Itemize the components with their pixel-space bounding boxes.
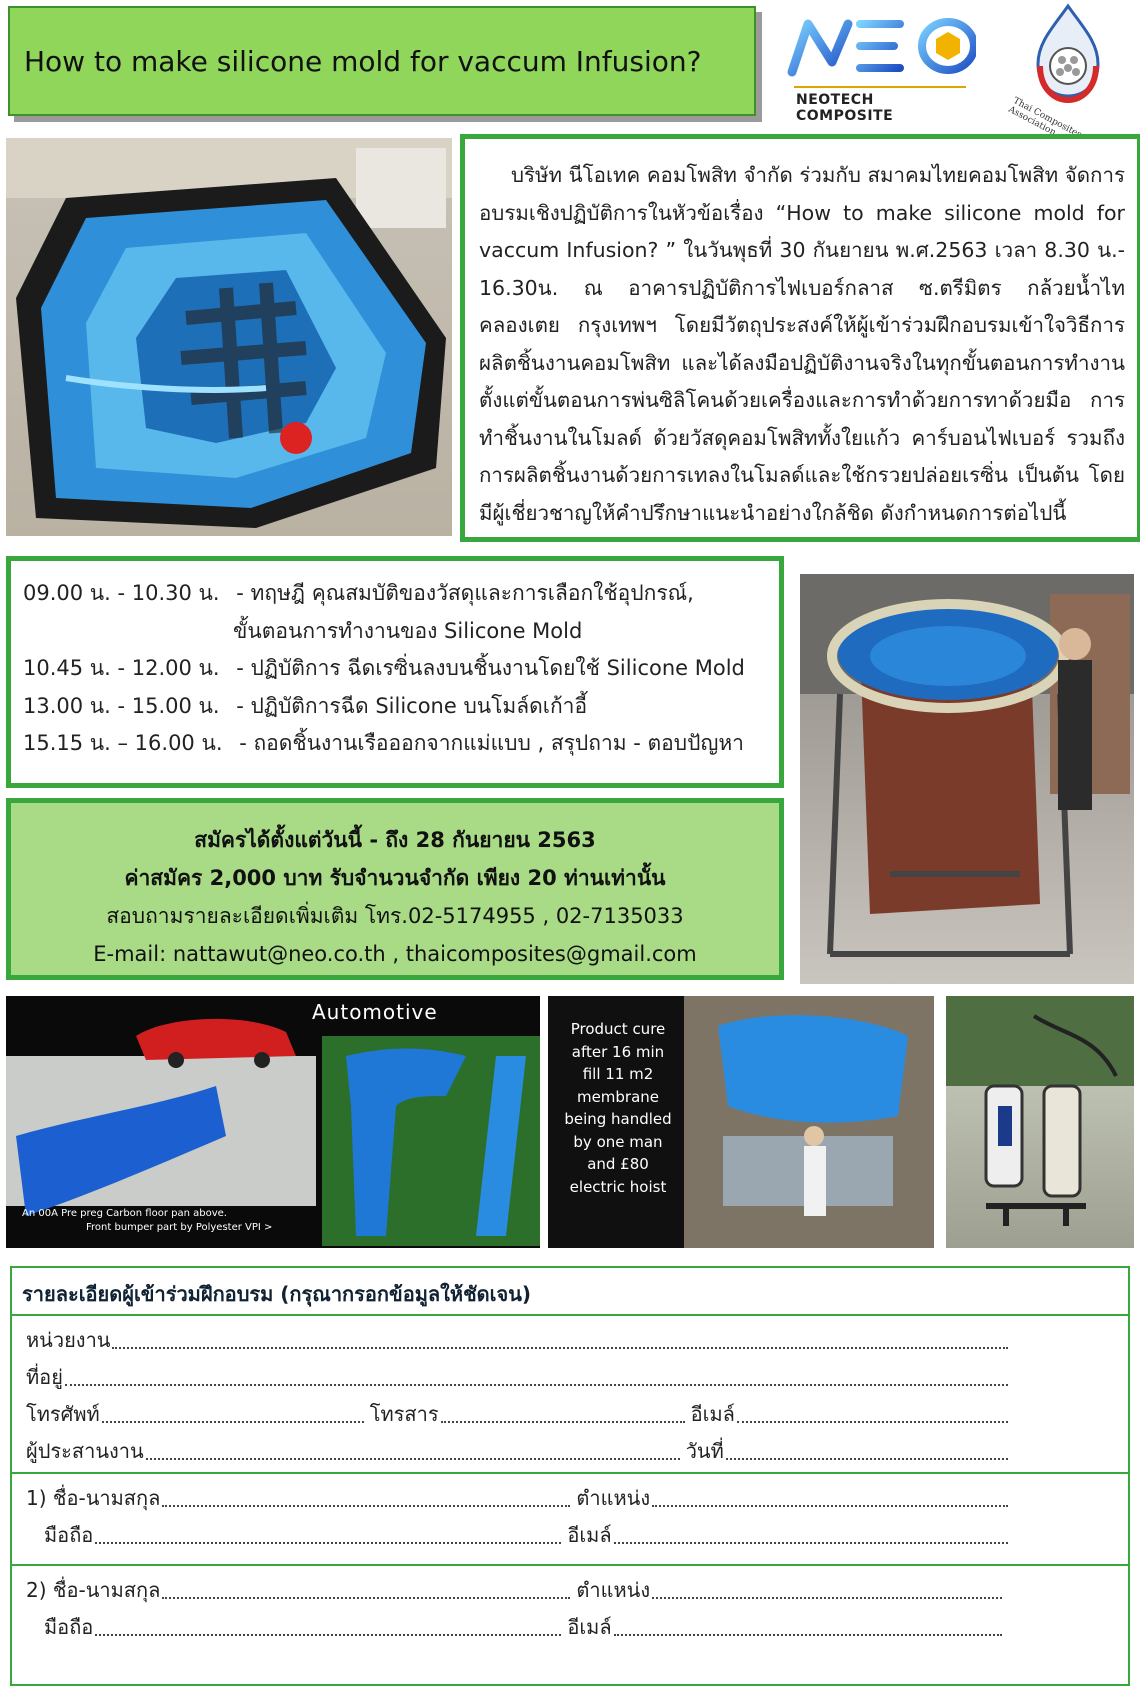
- vessel-mold-illustration: [800, 574, 1134, 984]
- schedule-activity: - ปฏิบัติการฉีด Silicone บนโมล์ดเก้าอี้: [236, 693, 588, 718]
- org-field[interactable]: [112, 1347, 1008, 1349]
- schedule-row: [23, 725, 767, 763]
- phone-label: โทรศัพท์: [26, 1402, 100, 1426]
- schedule-activity: ขั้นตอนการทำงานของ Silicone Mold: [233, 618, 583, 643]
- automotive-caption-1: An 00A Pre preg Carbon floor pan above.: [22, 1208, 227, 1219]
- email-label: อีเมล์: [690, 1402, 735, 1426]
- participant-1-position-label: ตำแหน่ง: [576, 1486, 651, 1510]
- spray-machine-illustration: [946, 996, 1134, 1248]
- participant-2-mobile-field[interactable]: [95, 1634, 561, 1636]
- membrane-caption-line: membrane: [576, 1087, 660, 1106]
- participant-2-position-label: ตำแหน่ง: [576, 1578, 651, 1602]
- form-line: [26, 1517, 1128, 1554]
- automotive-caption-2: Front bumper part by Polyester VPI >: [86, 1222, 273, 1233]
- form-line: [26, 1480, 1128, 1517]
- boat-mold-photo: [6, 138, 452, 536]
- spray-machine-photo: [946, 996, 1134, 1248]
- schedule-time: 10.45 น. - 12.00 น.: [23, 656, 220, 680]
- fax-label: โทรสาร: [369, 1402, 439, 1426]
- neo-logo-rule: [794, 86, 966, 88]
- membrane-caption-line: electric hoist: [569, 1177, 667, 1196]
- participant-1-mobile-field[interactable]: [95, 1542, 561, 1544]
- membrane-caption-line: being handled: [564, 1110, 672, 1128]
- participant-2-position-field[interactable]: [652, 1597, 1002, 1599]
- registration-box: [6, 798, 784, 980]
- membrane-caption-line: after 16 min: [571, 1042, 665, 1061]
- form-line: [26, 1396, 1128, 1433]
- form-line: [26, 1359, 1128, 1396]
- membrane-illustration: [548, 996, 934, 1248]
- participant-1-name-field[interactable]: [162, 1505, 570, 1507]
- participant-1-email-label: อีเมล์: [567, 1523, 612, 1547]
- form-participant-2: [12, 1566, 1128, 1658]
- schedule-activity: - ทฤษฎี คุณสมบัติของวัสดุและการเลือกใช้อุปกรณ์,: [236, 581, 694, 605]
- neo-brand-name: NEOTECH COMPOSITE: [796, 92, 894, 124]
- registration-form: [10, 1266, 1130, 1686]
- form-line: [26, 1609, 1128, 1646]
- intro-text: บริษัท นีโอเทค คอมโพสิท จำกัด ร่วมกับ สมาคมไทยคอมโพสิท จัดการอบรมเชิงปฏิบัติการในหัวข้อเรื่อง “How to make silicone mold for vaccum Infusion? ” ในวันพุธที่ 30 กันยายน พ.ศ.2563 เวลา 8.30 น.- 16.30น. ณ อาคารปฏิบัติการไฟเบอร์กลาส ซ.ตรีมิตร กล้วยน้ำไท คลองเตย กรุงเทพฯ โดยมีวัตถุประสงค์ให้ผู้เข้าร่วมฝึกอบรมเข้าใจวิธีการผลิตชิ้นงานคอมโพสิท และได้ลงมือปฏิบัติงานจริงในทุกขั้นตอนการทำงาน ตั้งแต่ขั้นตอนการพ่นซิลิโคนด้วยเครื่องและการทำด้วยการทาด้วยมือ การทำชิ้นงานในโมลด์ ด้วยวัสดุคอมโพสิททั้งใยแก้ว คาร์บอนไฟเบอร์ รวมถึงการผลิตชิ้นงานด้วยการเทลงในโมลด์และใช้กรวยปล่อยเรซิ่น เป็นต้น โดยมีผู้เชี่ยวชาญให้คำปรึกษาแนะนำอย่างใกล้ชิด ดังกำหนดการต่อไปนี้: [479, 163, 1125, 525]
- form-line: [26, 1322, 1128, 1359]
- title-banner: [8, 6, 756, 116]
- date-label: วันที่: [685, 1439, 724, 1463]
- membrane-caption-line: by one man: [573, 1132, 663, 1151]
- org-label: หน่วยงาน: [26, 1328, 111, 1352]
- registration-email: E-mail: nattawut@neo.co.th , thaicomposites@gmail.com: [93, 942, 697, 966]
- membrane-caption-line: fill 11 m2: [582, 1065, 654, 1083]
- schedule-row-continuation: [23, 613, 767, 651]
- membrane-caption-line: Product cure: [570, 1020, 666, 1038]
- membrane-photo: [548, 996, 934, 1248]
- schedule-box: [6, 556, 784, 788]
- date-field[interactable]: [726, 1458, 1008, 1460]
- coordinator-field[interactable]: [146, 1458, 680, 1460]
- form-line: [26, 1572, 1128, 1609]
- schedule-time: 13.00 น. - 15.00 น.: [23, 693, 220, 718]
- form-participant-1: [12, 1474, 1128, 1566]
- form-title: รายละเอียดผู้เข้าร่วมฝึกอบรม (กรุณากรอกข้อมูลให้ชัดเจน): [12, 1268, 1128, 1316]
- intro-box: [460, 134, 1140, 542]
- schedule-row: [23, 650, 767, 688]
- form-line: [26, 1433, 1128, 1470]
- fax-field[interactable]: [441, 1421, 685, 1423]
- phone-field[interactable]: [102, 1421, 364, 1423]
- address-label: ที่อยู่: [26, 1365, 63, 1389]
- participant-2-mobile-label: มือถือ: [44, 1615, 94, 1639]
- participant-2-email-field[interactable]: [614, 1634, 1002, 1636]
- address-field[interactable]: [65, 1384, 1008, 1386]
- participant-1-name-label: 1) ชื่อ-นามสกุล: [26, 1486, 161, 1510]
- participant-2-email-label: อีเมล์: [567, 1615, 612, 1639]
- participant-2-name-field[interactable]: [162, 1597, 570, 1599]
- tca-name: Thai Composites Association: [1006, 96, 1084, 141]
- boat-mold-illustration: [6, 138, 452, 536]
- automotive-photo: [6, 996, 540, 1248]
- registration-deadline: สมัครได้ตั้งแต่วันนี้ - ถึง 28 กันยายน 2563: [194, 828, 596, 852]
- coordinator-label: ผู้ประสานงาน: [26, 1439, 144, 1463]
- participant-1-email-field[interactable]: [614, 1542, 1008, 1544]
- form-organization-section: [12, 1316, 1128, 1474]
- participant-1-mobile-label: มือถือ: [44, 1523, 94, 1547]
- participant-1-position-field[interactable]: [652, 1505, 1008, 1507]
- participant-2-name-label: 2) ชื่อ-นามสกุล: [26, 1578, 161, 1602]
- membrane-caption-line: and £80: [587, 1155, 649, 1173]
- schedule-activity: - ถอดชิ้นงานเรือออกจากแม่แบบ , สรุปถาม - ตอบปัญหา: [239, 731, 744, 755]
- neo-logo-mark: [786, 10, 976, 82]
- schedule-time: 15.15 น. – 16.00 น.: [23, 731, 223, 755]
- schedule-row: [23, 688, 767, 726]
- registration-phone: สอบถามรายละเอียดเพิ่มเติม โทร.02-5174955 , 02-7135033: [106, 904, 684, 928]
- vessel-mold-photo: [800, 574, 1134, 984]
- automotive-label: Automotive: [312, 1000, 438, 1024]
- registration-fee: ค่าสมัคร 2,000 บาท รับจำนวนจำกัด เพียง 20 ท่านเท่านั้น: [124, 866, 666, 890]
- email-field[interactable]: [737, 1421, 1008, 1423]
- schedule-row: [23, 575, 767, 613]
- schedule-time: 09.00 น. - 10.30 น.: [23, 581, 220, 605]
- page-title: How to make silicone mold for vaccum Infusion?: [24, 44, 702, 78]
- neotech-logo: [786, 10, 976, 124]
- schedule-activity: - ปฏิบัติการ ฉีดเรซิ่นลงบนชิ้นงานโดยใช้ Silicone Mold: [236, 656, 745, 680]
